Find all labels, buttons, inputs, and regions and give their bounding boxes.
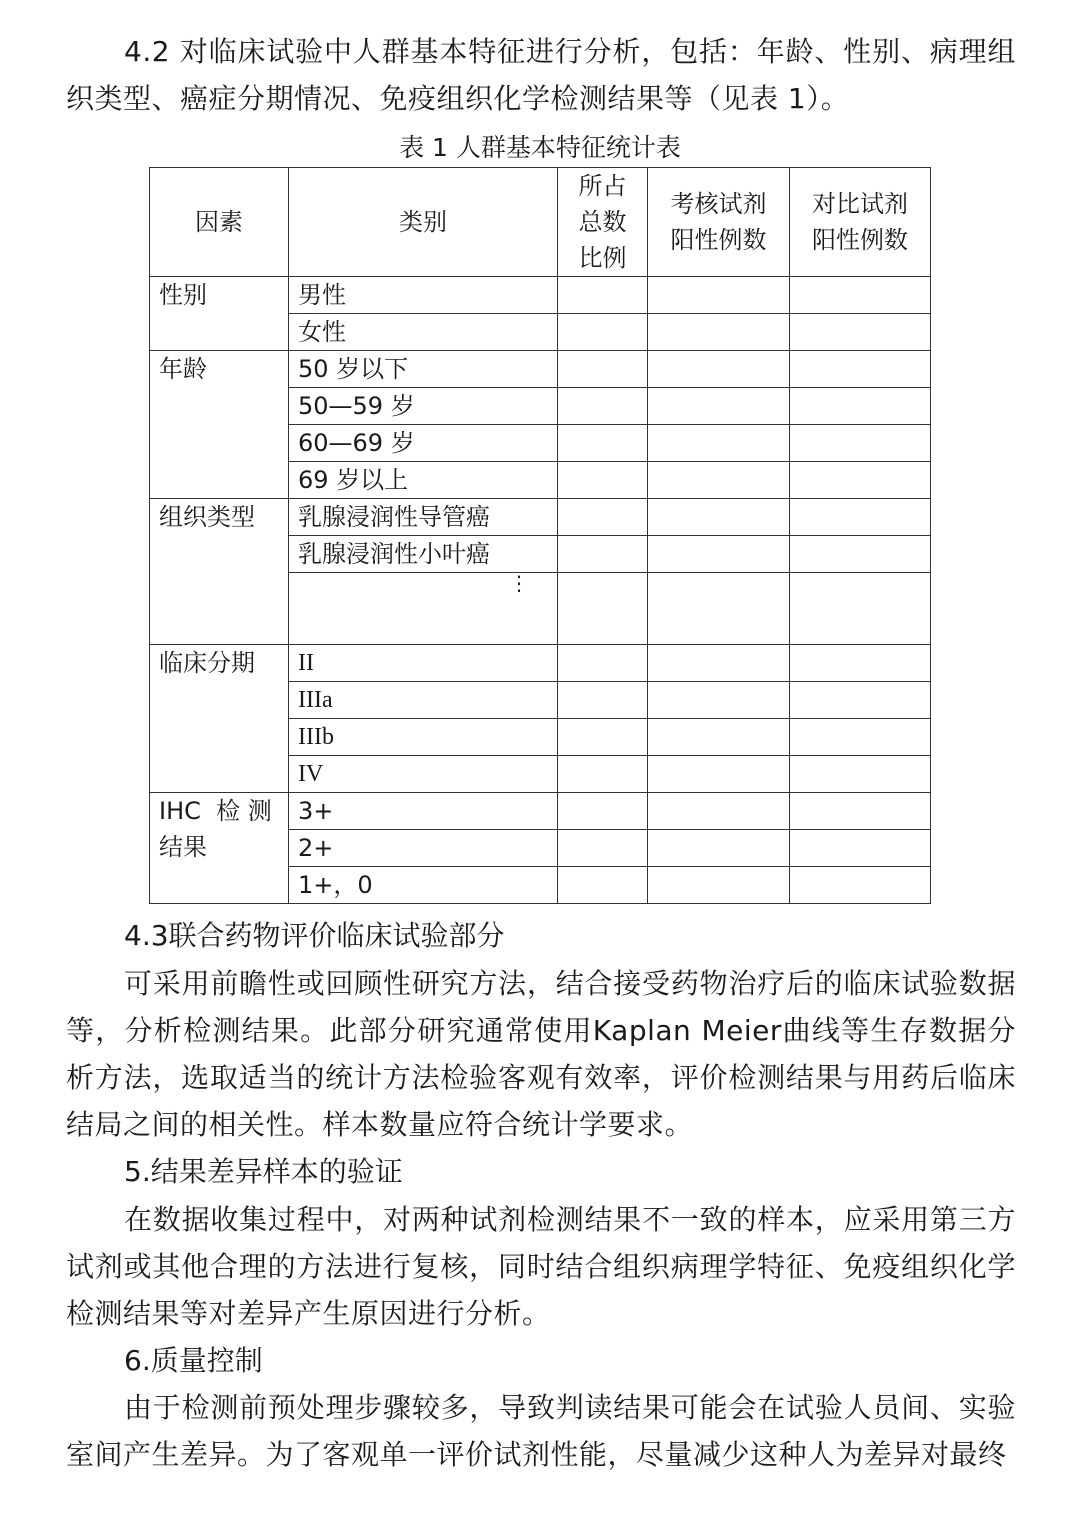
factor-ihc	[150, 793, 289, 904]
factor-age: 年龄	[150, 351, 289, 499]
table-row	[150, 277, 931, 314]
factor-tissue: 组织类型	[150, 499, 289, 645]
category-cell: 乳腺浸润性小叶癌	[289, 536, 558, 573]
section-4-3-paragraph: 可采用前瞻性或回顾性研究方法，结合接受药物治疗后的临床试验数据等，分析检测结果。此部分研究通常使用Kaplan Meier曲线等生存数据分析方法，选取适当的统计方法检验客观有效率，评价检测结果与用药后临床结局之间的相关性。样本数量应符合统计学要求。	[66, 967, 1016, 1141]
category-cell: 50—59 岁	[289, 388, 558, 425]
header-ratio	[558, 168, 648, 277]
table-header-row	[150, 168, 931, 277]
header-test-line2: 阳性例数	[670, 226, 767, 254]
category-cell: 2+	[289, 830, 558, 867]
factor-ihc-line1: IHC 检 测	[159, 797, 272, 825]
header-test-line1: 考核试剂	[670, 190, 767, 218]
section-6-paragraph: 由于检测前预处理步骤较多，导致判读结果可能会在试验人员间、实验室间产生差异。为了客观单一评价试剂性能，尽量减少这种人为差异对最终	[66, 1391, 1016, 1471]
category-cell: 女性	[289, 314, 558, 351]
category-cell-ellipsis	[289, 573, 558, 645]
header-ratio-line2: 总数	[578, 208, 627, 236]
category-cell: 69 岁以上	[289, 462, 558, 499]
table-row	[150, 645, 931, 682]
category-cell: 男性	[289, 277, 558, 314]
header-compare-line1: 对比试剂	[812, 190, 908, 218]
header-factor: 因素	[150, 168, 289, 277]
factor-sex: 性别	[150, 277, 289, 351]
category-cell: II	[289, 645, 558, 682]
category-cell: 60—69 岁	[289, 425, 558, 462]
section-4-3-title: 4.3联合药物评价临床试验部分	[124, 919, 505, 952]
category-cell: IV	[289, 756, 558, 793]
category-cell: 50 岁以下	[289, 351, 558, 388]
header-compare-reagent	[790, 168, 931, 277]
vertical-ellipsis: ⋮	[509, 571, 529, 595]
statistics-table	[149, 167, 931, 904]
table-row	[150, 499, 931, 536]
table-row	[150, 351, 931, 388]
category-cell: 3+	[289, 793, 558, 830]
table-caption: 表 1 人群基本特征统计表	[399, 133, 681, 162]
section-5-paragraph: 在数据收集过程中，对两种试剂检测结果不一致的样本，应采用第三方试剂或其他合理的方法进行复核，同时结合组织病理学特征、免疫组织化学检测结果等对差异产生原因进行分析。	[66, 1203, 1016, 1330]
category-cell: 乳腺浸润性导管癌	[289, 499, 558, 536]
header-compare-line2: 阳性例数	[812, 226, 908, 254]
factor-stage: 临床分期	[150, 645, 289, 793]
header-ratio-line1: 所占	[578, 172, 627, 200]
category-cell: 1+，0	[289, 867, 558, 904]
section-5-title: 5.结果差异样本的验证	[124, 1155, 403, 1188]
category-cell: IIIb	[289, 719, 558, 756]
table-row	[150, 793, 931, 830]
section-6-title: 6.质量控制	[124, 1344, 263, 1377]
header-test-reagent	[648, 168, 790, 277]
factor-ihc-line2: 结果	[159, 833, 207, 861]
header-category: 类别	[289, 168, 558, 277]
category-cell: IIIa	[289, 682, 558, 719]
intro-paragraph: 4.2 对临床试验中人群基本特征进行分析，包括：年龄、性别、病理组织类型、癌症分期情况、免疫组织化学检测结果等（见表 1）。	[66, 35, 1016, 115]
header-ratio-line3: 比例	[578, 244, 627, 272]
